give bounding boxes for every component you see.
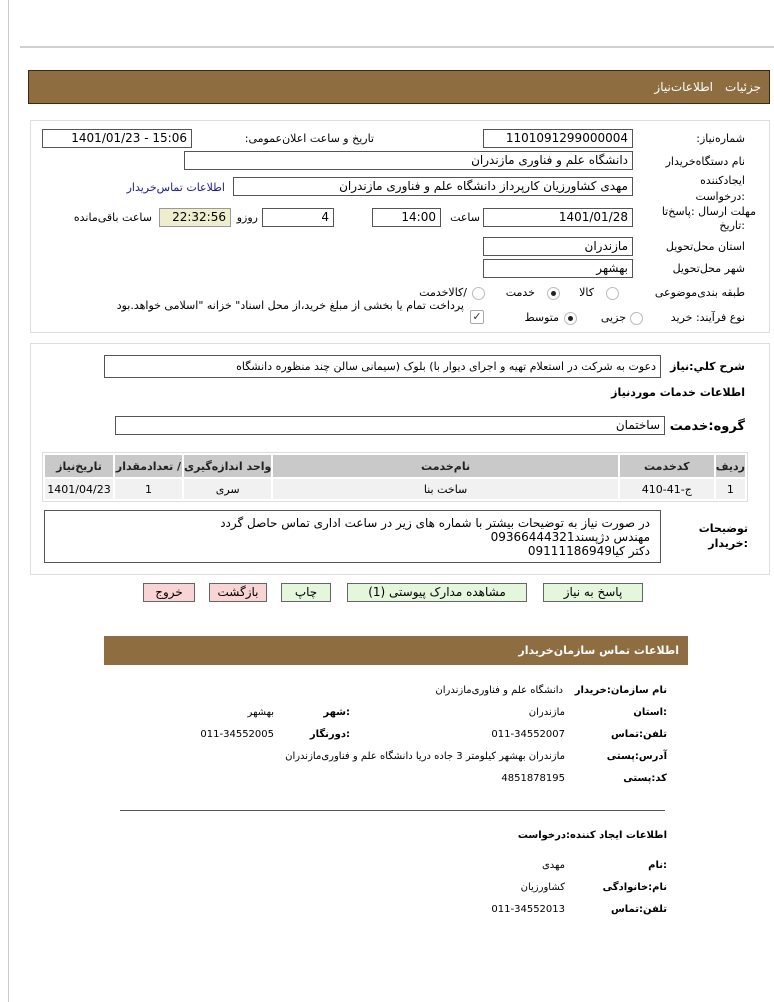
description-field[interactable]: دعوت به شرکت در استعلام تهیه و اجرای دیوار با) بلوک (سیمانی سالن چند منظوره دانشگاه: [104, 355, 661, 378]
category-label: طبقه بندی‌موضوعی: [654, 286, 745, 299]
contact-title: اطلاعات تماس سازمان‌خریدار: [518, 644, 679, 657]
cell-name: ساخت بنا: [273, 479, 617, 499]
tab-details[interactable]: جزئیات: [725, 80, 761, 94]
services-title: اطلاعات خدمات موردنیاز: [611, 386, 745, 399]
col-date: تاریخ‌نیاز: [45, 455, 113, 477]
org-label: نام سازمان:خریدار: [574, 685, 667, 696]
creator-phone-label: تلفن:تماس: [610, 904, 667, 915]
city-label: :شهر: [323, 707, 350, 718]
services-table: [42, 452, 748, 502]
province-label: استان محل‌تحویل: [665, 240, 745, 253]
phone-label: تلفن:تماس: [610, 729, 667, 740]
buyer-contact-link[interactable]: اطلاعات تماس‌خریدار: [126, 181, 225, 194]
col-row: ردیف: [716, 455, 745, 477]
creator-label-2: :درخواست: [695, 190, 745, 203]
need-number-label: شماره‌نیاز:: [696, 132, 745, 145]
tab-need-info[interactable]: اطلاعات‌نیاز: [654, 80, 713, 94]
category-service-radio[interactable]: [547, 287, 560, 300]
creator-field[interactable]: مهدی کشاورزیان کارپرداز دانشگاه علم و فناوری مازندران: [233, 177, 633, 196]
payment-checkbox[interactable]: ✓: [470, 310, 484, 324]
print-button[interactable]: چاپ: [281, 583, 331, 602]
need-number-field[interactable]: 1101091299000004: [483, 129, 633, 148]
deadline-date-field[interactable]: 1401/01/28: [483, 208, 633, 227]
notes-line: مهندس دژپسند09366444321: [490, 530, 650, 544]
remaining-timer: 22:32:56: [159, 208, 231, 227]
process-small-label: جزیی: [600, 311, 626, 324]
cell-code: ج-41-410: [620, 479, 714, 499]
col-code: کدخدمت: [620, 455, 714, 477]
creator-label: ایجادکننده: [700, 174, 745, 187]
city-field[interactable]: بهشهر: [483, 259, 633, 278]
process-small-radio[interactable]: [630, 312, 643, 325]
process-medium-label: متوسط: [524, 311, 559, 324]
category-goods-label: کالا: [579, 286, 594, 299]
province-label: :استان: [633, 707, 667, 718]
province-field[interactable]: مازندران: [483, 237, 633, 256]
back-button[interactable]: بازگشت: [209, 583, 267, 602]
process-medium-radio[interactable]: [564, 312, 577, 325]
category-both-radio[interactable]: [472, 287, 485, 300]
buyer-notes: [44, 510, 661, 563]
phone-value: 011-34552007: [491, 729, 565, 740]
notes-line: در صورت نیاز به توضیحات بیشتر با شماره های زیر در ساعت اداری تماس حاصل گردد: [220, 516, 650, 530]
address-label: آدرس:پستی: [606, 751, 667, 762]
days-field[interactable]: 4: [262, 208, 334, 227]
cell-qty: 1: [115, 479, 182, 499]
col-unit: واحد اندازه‌گیری: [184, 455, 271, 477]
name-label: :نام: [648, 860, 667, 871]
cell-unit: سری: [184, 479, 271, 499]
province-value: مازندران: [528, 707, 565, 718]
name-value: مهدی: [541, 860, 565, 871]
time-label: ساعت: [450, 211, 480, 224]
deadline-label-2: :تاریخ: [719, 219, 745, 232]
exit-button[interactable]: خروج: [143, 583, 195, 602]
announce-field[interactable]: 1401/01/23 - 15:06: [42, 129, 192, 148]
col-name: نام‌خدمت: [273, 455, 617, 477]
view-documents-button[interactable]: مشاهده مدارک پیوستی (1): [347, 583, 527, 602]
days-label: روزو: [236, 211, 258, 224]
col-qty: / تعدادمقدار: [115, 455, 182, 477]
category-both-label: /کالاخدمت: [419, 286, 467, 299]
service-group-label: گروه:خدمت: [669, 419, 745, 434]
table-header-row: [45, 455, 745, 477]
buyer-org-field[interactable]: دانشگاه علم و فناوری مازندران: [184, 151, 633, 170]
category-service-label: خدمت: [505, 286, 535, 299]
remaining-label: ساعت باقی‌مانده: [73, 211, 152, 224]
description-label: شرح کلي:نیاز: [670, 360, 745, 373]
payment-note: پرداخت تمام یا بخشی از مبلغ خرید،از محل اسناد" خزانه "اسلامی خواهد.بود: [116, 299, 464, 312]
creator-title: اطلاعات ایجاد کننده:درخواست: [517, 830, 667, 841]
cell-date: 1401/04/23: [45, 479, 113, 499]
announce-label: تاریخ و ساعت اعلان‌عمومی:: [244, 132, 374, 145]
creator-phone-value: 011-34552013: [491, 904, 565, 915]
deadline-time-field[interactable]: 14:00: [372, 208, 441, 227]
header-bar: [28, 70, 770, 104]
family-value: کشاورزیان: [520, 882, 565, 893]
reply-button[interactable]: پاسخ به نیاز: [543, 583, 643, 602]
top-divider: [20, 46, 774, 48]
notes-label: توضیحات: [698, 522, 748, 535]
buyer-org-label: نام دستگاه‌خریدار: [665, 155, 745, 168]
city-value: بهشهر: [247, 707, 274, 718]
category-goods-radio[interactable]: [606, 287, 619, 300]
left-border: [8, 0, 9, 1002]
cell-row: 1: [716, 479, 745, 499]
notes-line: دکتر کیا09111186949: [527, 544, 650, 558]
deadline-label: مهلت ارسال :پاسخ‌تا: [661, 205, 756, 218]
family-label: نام:خانوادگی: [602, 882, 667, 893]
table-row: [45, 479, 745, 499]
org-value: دانشگاه علم و فناوری‌مازندران: [435, 685, 563, 696]
fax-label: :دورنگار: [309, 729, 350, 740]
address-value: مازندران بهشهر کیلومتر 3 جاده دریا دانشگاه علم و فناوری‌مازندران: [285, 751, 565, 762]
section-divider: [120, 810, 665, 811]
service-group-field[interactable]: ساختمان: [115, 416, 665, 435]
process-label: نوع فرآیند: خرید: [670, 311, 745, 324]
postal-label: کد:پستی: [623, 773, 667, 784]
notes-label-2: :خریدار: [708, 537, 748, 550]
fax-value: 011-34552005: [200, 729, 274, 740]
city-label: شهر محل‌تحویل: [672, 262, 745, 275]
contact-header: [104, 636, 688, 665]
postal-value: 4851878195: [501, 773, 565, 784]
